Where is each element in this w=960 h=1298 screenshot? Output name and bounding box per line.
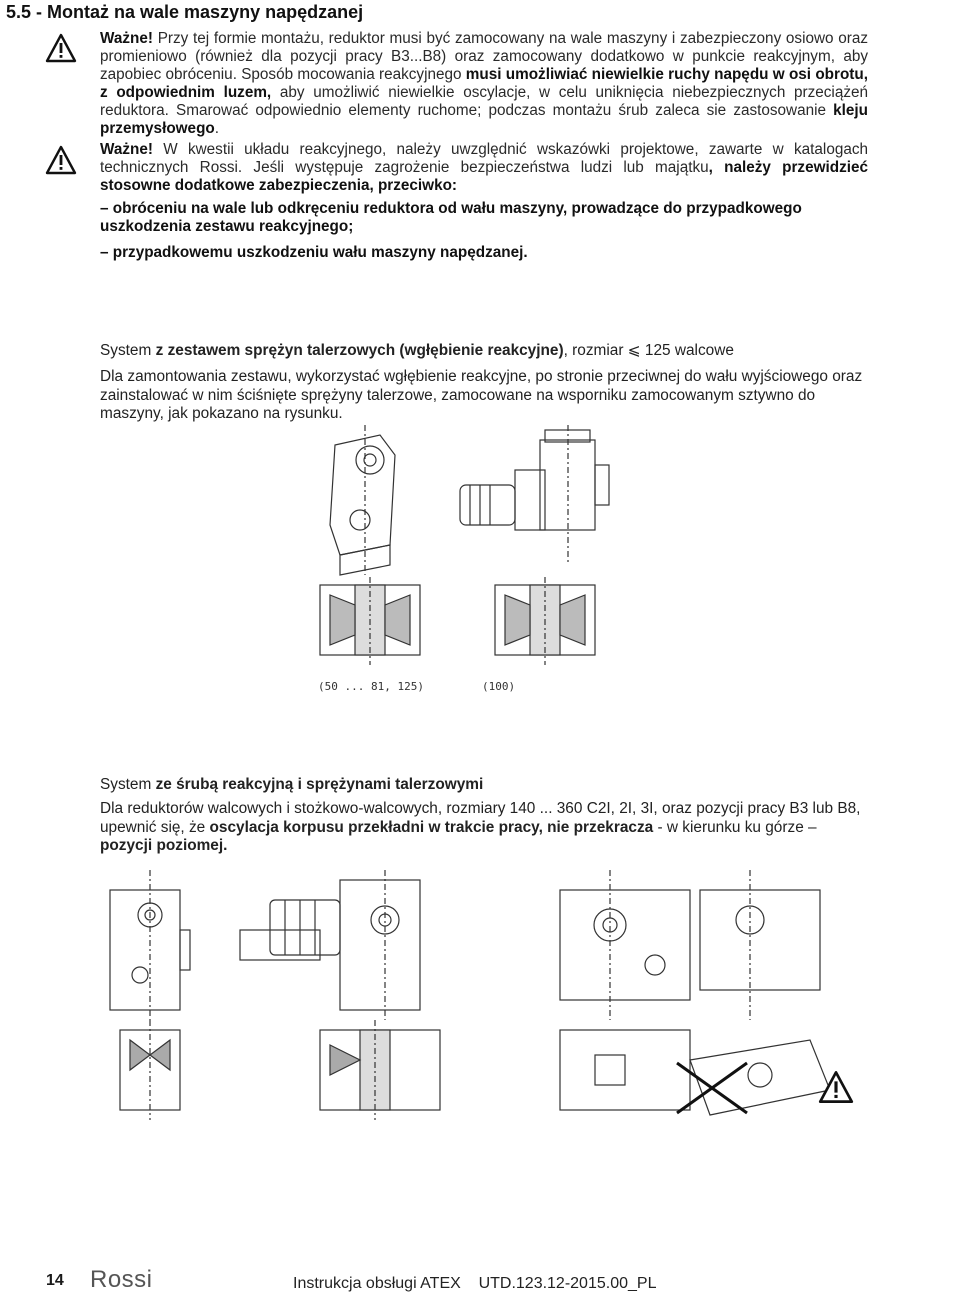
cross-out-icon [672, 1058, 752, 1123]
figure-label-right: (100) [482, 680, 516, 693]
section-title: 5.5 - Montaż na wale maszyny napędzanej [6, 2, 364, 22]
bullet-item: – przypadkowemu uszkodzeniu wału maszyny napędzanej. [100, 244, 528, 261]
system1-heading: System z zestawem sprężyn talerzowych (wgłębienie reakcyjne), rozmiar ⩽ 125 walcowe [100, 342, 734, 359]
system1-body: Dla zamontowania zestawu, wykorzystać wgłębienie reakcyjne, po stronie przeciwnej do wału wyjściowego oraz zainstalować w nim ściśnięte sprężyny talerzowe, zamocowane na wsporniku zamocowanym sztywno do maszyny, jak pokazano na rysunku. [100, 368, 863, 422]
warning-triangle-icon [45, 145, 77, 175]
system2-heading: System ze śrubą reakcyjną i sprężynami talerzowymi [100, 776, 484, 793]
warning-paragraph-reaction: Ważne! W kwestii układu reakcyjnego, należy uwzględnić wskazówki projektowe, zawarte w katalogach technicznych Rossi. Jeśli występuje zagrożenie bezpieczeństwa ludzi lub majątku, należy przewidzieć stosowne dodatkowe zabezpieczenia, przeciwko: [100, 141, 868, 194]
system2-body: Dla reduktorów walcowych i stożkowo-walcowych, rozmiary 140 ... 360 C2I, 2I, 3I, oraz pozycji pracy B3 lub B8, upewnić się, że oscylacja korpusu przekładni w trakcie pracy, nie przekracza - w kierunku ku górze – pozycji poziomej. [100, 800, 861, 854]
warning-paragraph-mounting: Ważne! Przy tej formie montażu, reduktor musi być zamocowany na wale maszyny i zabezpieczony osiowo oraz promieniowo (również dla pozycji pracy B3...B8) oraz zamocowany dodatkowo w punkcie reakcyjnym, aby zapobiec obróceniu. Sposób mocowania reakcyjnego musi umożliwiać niewielkie ruchy napędu w osi obrotu, z odpowiednim luzem, aby umożliwić niewielkie oscylacje, w celu uniknięcia niebezpiecznych przeciążeń reduktora. Smarować odpowiednio elementy ruchome; podczas montażu śrub zaleca sie zastosowanie kleju przemysłowego. [100, 30, 868, 137]
figure-disc-spring-assembly [300, 425, 620, 695]
page-number: 14 [46, 1272, 64, 1289]
document-id: Instrukcja obsługi ATEX UTD.123.12-2015.00_PL [293, 1275, 657, 1292]
warning-triangle-icon [818, 1070, 854, 1109]
important-label: Ważne! [100, 30, 153, 47]
important-label: Ważne! [100, 141, 153, 158]
bullet-item: – obróceniu na wale lub odkręceniu reduktora od wału maszyny, prowadzące do przypadkowego uszkodzenia zestawu reakcyjnego; [100, 200, 802, 235]
warning-triangle-icon [45, 33, 77, 63]
brand-logo: Rossi [90, 1266, 153, 1293]
figure-label-left: (50 ... 81, 125) [318, 680, 424, 693]
